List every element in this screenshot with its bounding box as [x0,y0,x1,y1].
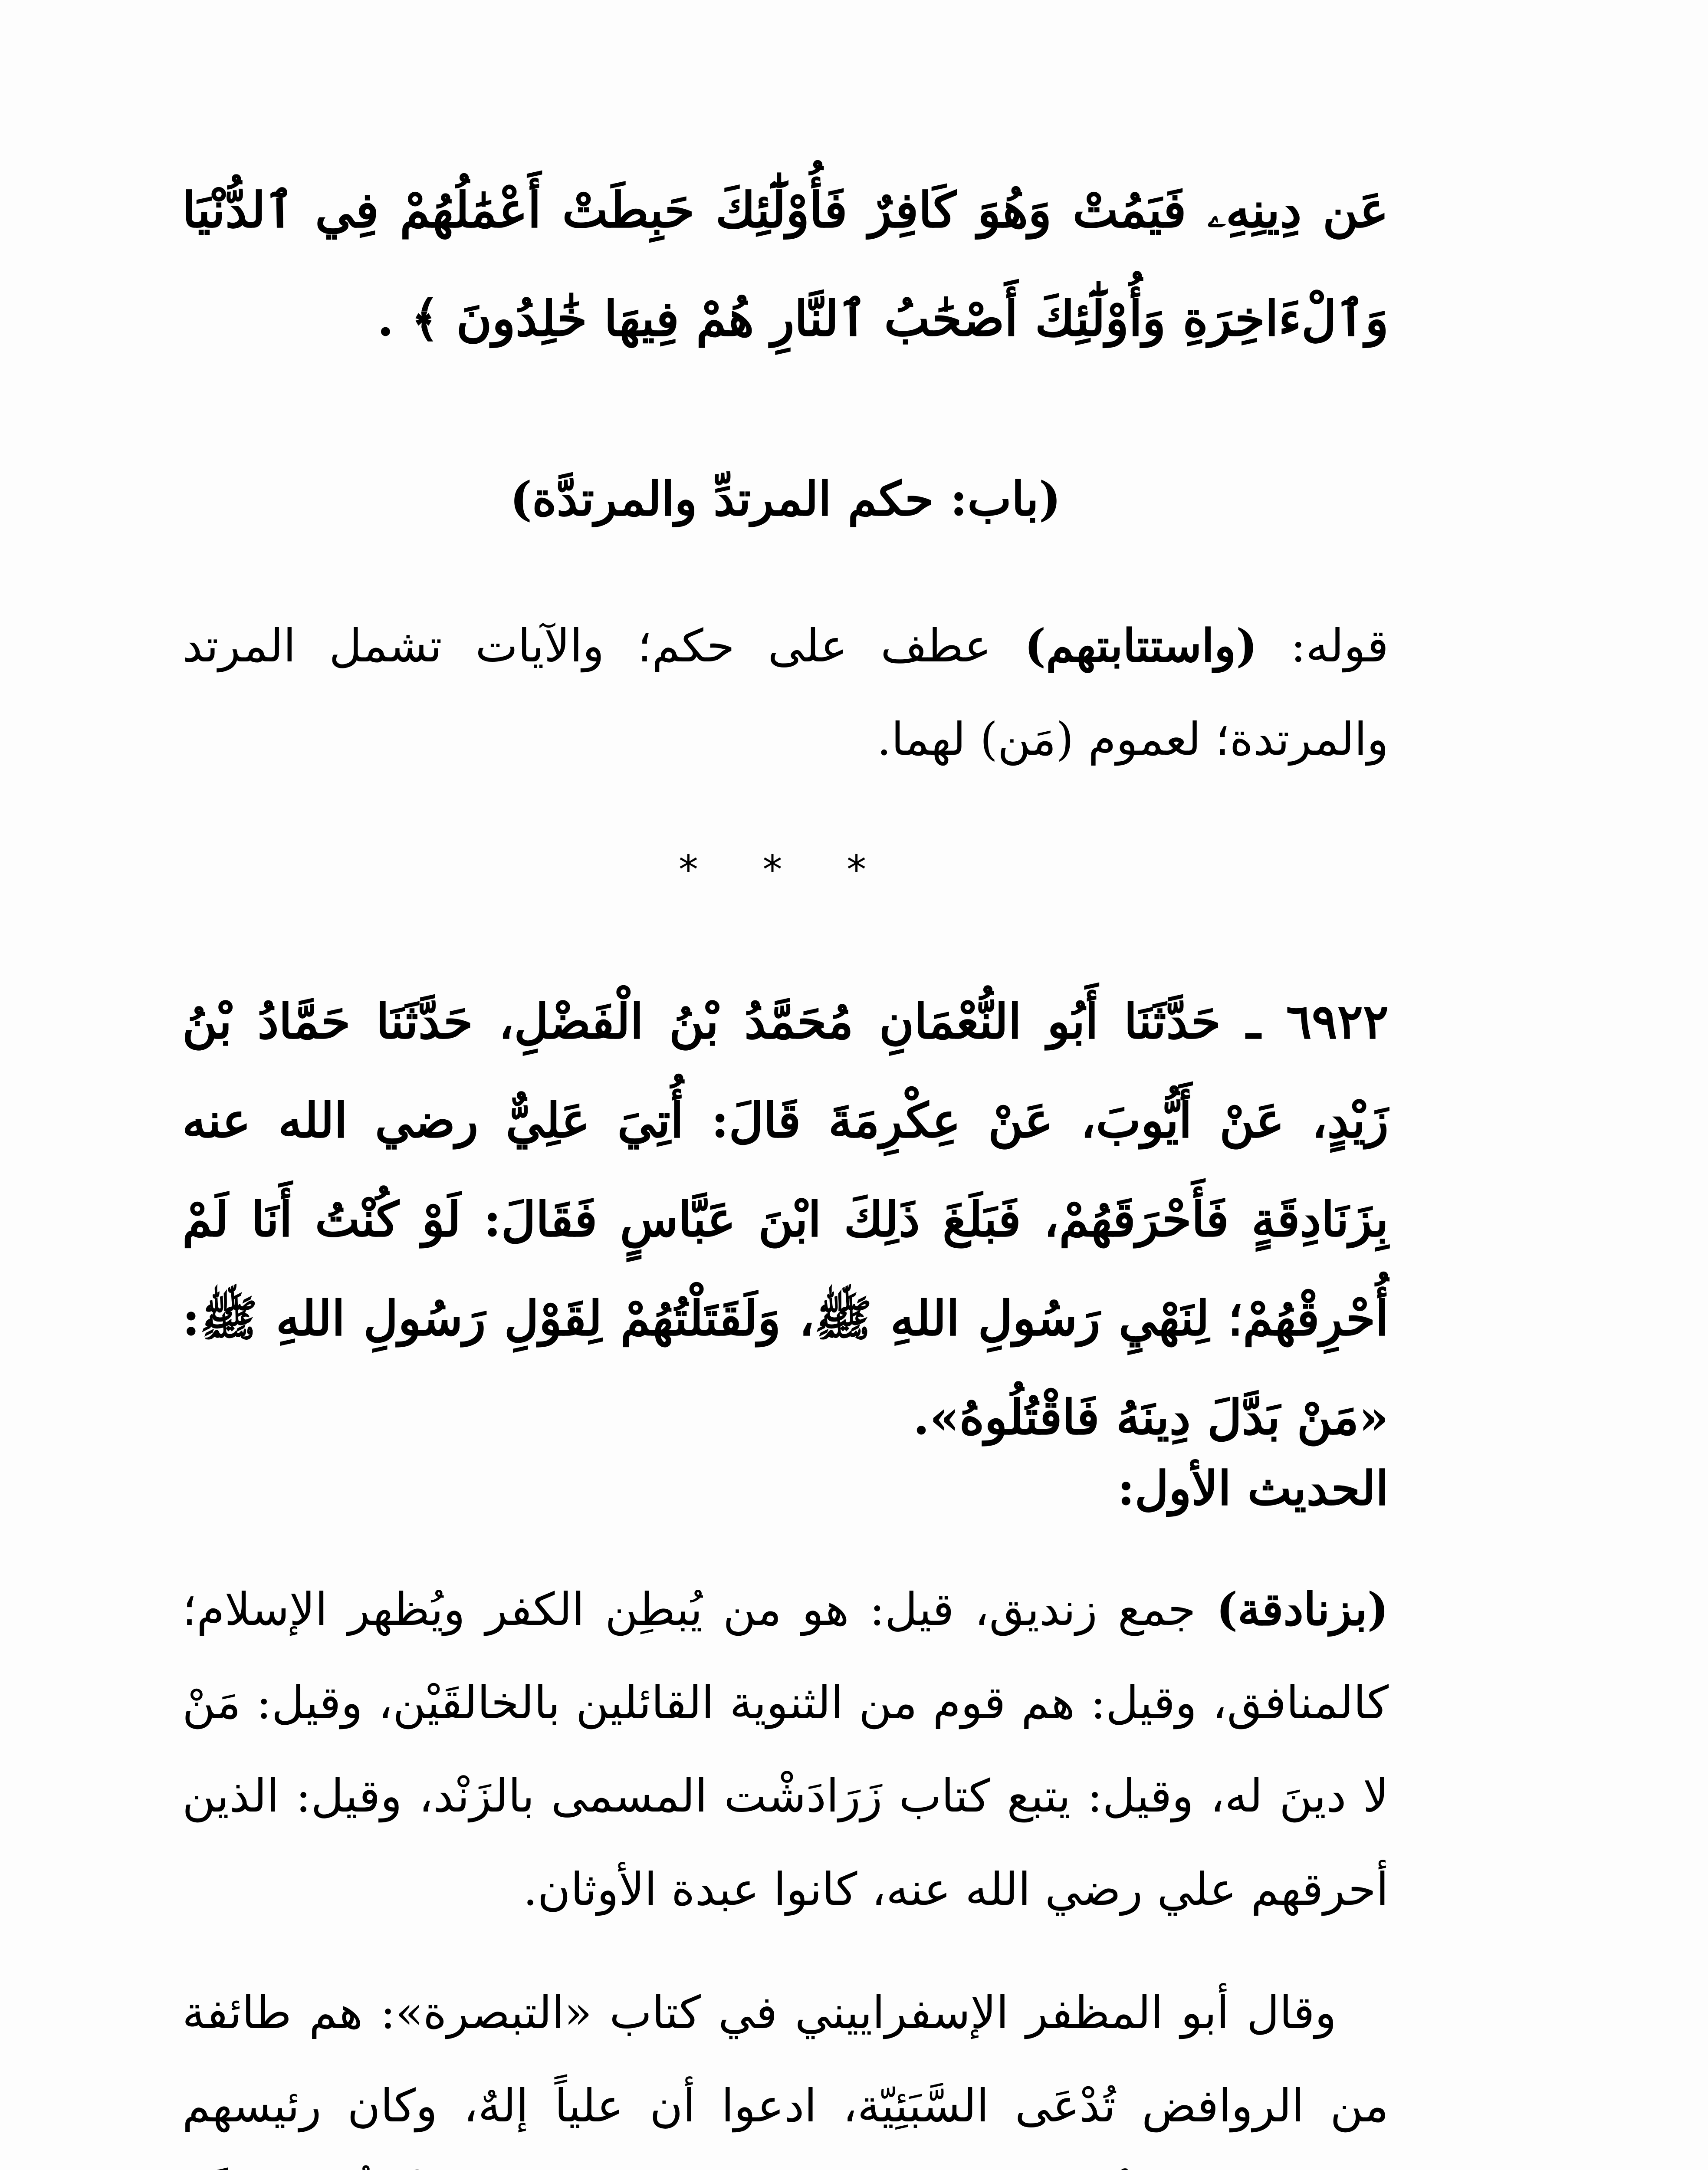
commentary-term: (بزنادقة) [1216,1582,1389,1636]
commentary-prefix: قوله: [1257,619,1389,672]
commentary-paragraph-1 [182,599,1389,786]
section-separator: * * * [678,847,893,893]
quran-verse: عَن دِينِهِۦ فَيَمُتْ وَهُوَ كَافِرٌ فَأُوْلَٰٓئِكَ حَبِطَتْ أَعْمَٰلُهُمْ فِي ٱلدُّنْيَا وَٱلْءَاخِرَةِ وَأُوْلَٰٓئِكَ أَصْحَٰبُ ٱلنَّارِ هُمْ فِيهَا خَٰلِدُونَ ﴾ . [182,182,1389,347]
hadith-text: ٦٩٢٢ ـ حَدَّثَنَا أَبُو النُّعْمَانِ مُحَمَّدُ بْنُ الْفَضْلِ، حَدَّثَنَا حَمَّادُ بْنُ زَيْدٍ، عَنْ أَيُّوبَ، عَنْ عِكْرِمَةَ قَالَ: أُتِيَ عَلِيٌّ رضي الله عنه بِزَنَادِقَةٍ فَأَحْرَقَهُمْ، فَبَلَغَ ذَلِكَ ابْنَ عَبَّاسٍ فَقَالَ: لَوْ كُنْتُ أَنَا لَمْ أُحْرِقْهُمْ؛ لِنَهْيِ رَسُولِ اللهِ ﷺ، وَلَقَتَلْتُهُمْ لِقَوْلِ رَسُولِ اللهِ ﷺ: «مَنْ بَدَّلَ دِينَهُ فَاقْتُلُوهُ». [182,993,1389,1445]
commentary-paragraph-3: وقال أبو المظفر الإسفراييني في كتاب «التبصرة»: هم طائفة من الروافض تُدْعَى السَّبَئِيّة، ادعوا أن علياً إلهٌ، وكان رئيسهم [182,1986,1389,2132]
section-heading: الحديث الأول: [1117,1461,1389,1516]
commentary-text: جمع زنديق، قيل: هو من يُبطِن الكفر ويُظهر الإسلام؛ كالمنافق، وقيل: هم قوم من الثنوية القائلين بالخالقَيْن، وقيل: مَنْ لا دينَ له، وقيل: يتبع كتاب زَرَادَشْت المسمى بالزَنْد، وقيل: الذين أحرقهم علي رضي الله عنه، كانوا عبدة الأوثان. [182,1583,1389,1916]
commentary-text: عطف على حكم؛ والآيات تشمل المرتد والمرتدة؛ لعموم (مَن) لهما. [182,619,1389,766]
chapter-heading: (باب: حكم المرتدِّ والمرتدَّة) [510,472,1061,526]
commentary-paragraph-2 [182,1562,1389,1936]
commentary-term: (واستتابتهم) [1024,619,1258,672]
